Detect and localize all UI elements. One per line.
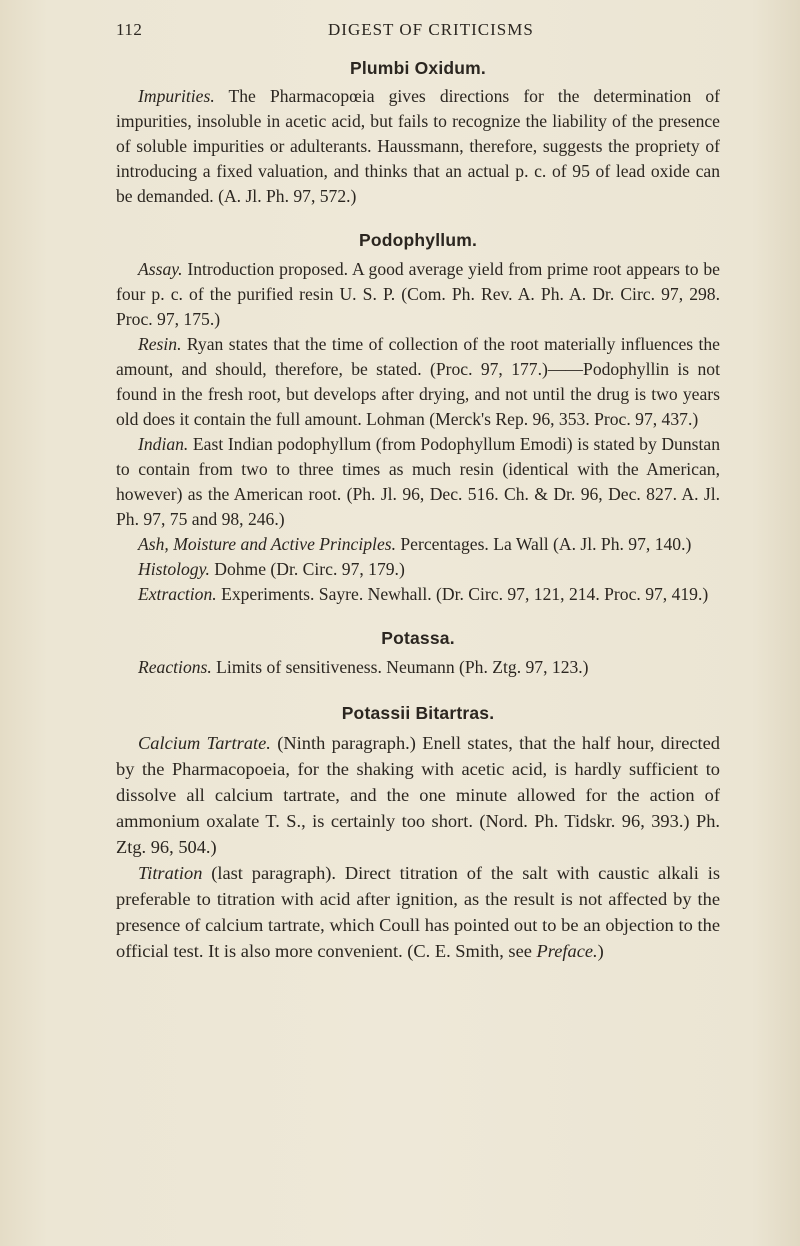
section-heading-plumbi-oxidum: Plumbi Oxidum. — [349, 58, 486, 78]
paragraph-lead: Calcium Tartrate. — [138, 733, 271, 753]
section-heading-potassii-bitartras: Potassii Bitartras. — [341, 703, 495, 723]
paragraph-lead: Impurities. — [138, 86, 215, 106]
paragraph-indian — [116, 432, 720, 532]
paragraph-text: East Indian podophyllum (from Podophyllum Emodi) is stated by Dunstan to contain from two to three times as much resin (identical with the American, however) as the American root. (Ph. Jl. 96, Dec. 516. Ch. & Dr. 96, Dec. 827. A. Jl. Ph. 97, 75 and 98, 246.) — [116, 434, 720, 529]
section-heading-potassa: Potassa. — [381, 628, 455, 648]
running-title: DIGEST OF CRITICISMS — [328, 20, 534, 39]
paragraph-histology — [116, 557, 720, 582]
paragraph-titration — [116, 860, 720, 964]
paragraph-text: Percentages. La Wall (A. Jl. Ph. 97, 140.) — [396, 534, 692, 554]
section-potassa — [116, 655, 720, 680]
paragraph-reactions — [116, 655, 720, 680]
paragraph-text: The Pharmacopœia gives directions for the determination of impurities, insoluble in acetic acid, but fails to recognize the liability of the presence of soluble impurities or adulterants. Haussmann, therefore, suggests the propriety of introducing a fixed valuation, and thinks that an actual p. c. of 95 of lead oxide can be demanded. (A. Jl. Ph. 97, 572.) — [116, 86, 720, 206]
paragraph-text: Limits of sensitiveness. Neumann (Ph. Ztg. 97, 123.) — [211, 657, 589, 677]
paragraph-lead: Resin. — [138, 334, 182, 354]
page-body — [116, 52, 720, 964]
paragraph-assay — [116, 257, 720, 332]
paragraph-text: Dohme (Dr. Circ. 97, 179.) — [209, 559, 405, 579]
paragraph-extraction — [116, 582, 720, 607]
paragraph-lead: Assay. — [138, 259, 183, 279]
paragraph-resin — [116, 332, 720, 432]
paragraph-lead: Titration — [138, 863, 203, 883]
paragraph-calcium-tartrate — [116, 730, 720, 860]
paragraph-text: Ryan states that the time of collection of the root materially influences the amount, and should, therefore, be stated. (Proc. 97, 177.)——Podophyllin is not found in the fresh root, but develops after drying, and not until the drug is two years old does it contain the full amount. Lohman (Merck's Rep. 96, 353. Proc. 97, 437.) — [116, 334, 720, 429]
running-head — [116, 20, 716, 44]
paragraph-text: (Ninth paragraph.) Enell states, that the half hour, directed by the Pharmacopoeia, for the shaking with acetic acid, is hardly sufficient to dissolve all calcium tartrate, and the one minute allowed for the action of ammonium oxalate T. S., is certainly too short. (Nord. Ph. Tidskr. 96, 393.) Ph. Ztg. 96, 504.) — [116, 733, 720, 857]
page-number: 112 — [116, 20, 143, 39]
section-plumbi-oxidum — [116, 84, 720, 209]
section-potassii-bitartras — [116, 730, 720, 964]
paragraph-lead: Extraction. — [138, 584, 217, 604]
paragraph-lead: Ash, Moisture and Active Principles. — [138, 534, 396, 554]
paragraph-ash-moisture — [116, 532, 720, 557]
section-heading-podophyllum: Podophyllum. — [358, 230, 478, 250]
paragraph-tail: Preface. — [536, 941, 598, 961]
paragraph-text: Introduction proposed. A good average yield from prime root appears to be four p. c. of the purified resin U. S. P. (Com. Ph. Rev. A. Ph. A. Dr. Circ. 97, 298. Proc. 97, 175.) — [116, 259, 720, 329]
paragraph-after: ) — [597, 941, 604, 961]
paragraph-lead: Reactions. — [138, 657, 212, 677]
paragraph-impurities — [116, 84, 720, 209]
paragraph-lead: Histology. — [138, 559, 210, 579]
paragraph-lead: Indian. — [138, 434, 189, 454]
paragraph-text: (last paragraph). Direct titration of the salt with caustic alkali is preferable to titration with acid after ignition, as the result is not affected by the presence of calcium tartrate, which Coull has pointed out to be an objection to the official test. It is also more convenient. (C. E. Smith, see — [116, 863, 720, 961]
paragraph-text: Experiments. Sayre. Newhall. (Dr. Circ. 97, 121, 214. Proc. 97, 419.) — [216, 584, 709, 604]
section-podophyllum — [116, 257, 720, 607]
